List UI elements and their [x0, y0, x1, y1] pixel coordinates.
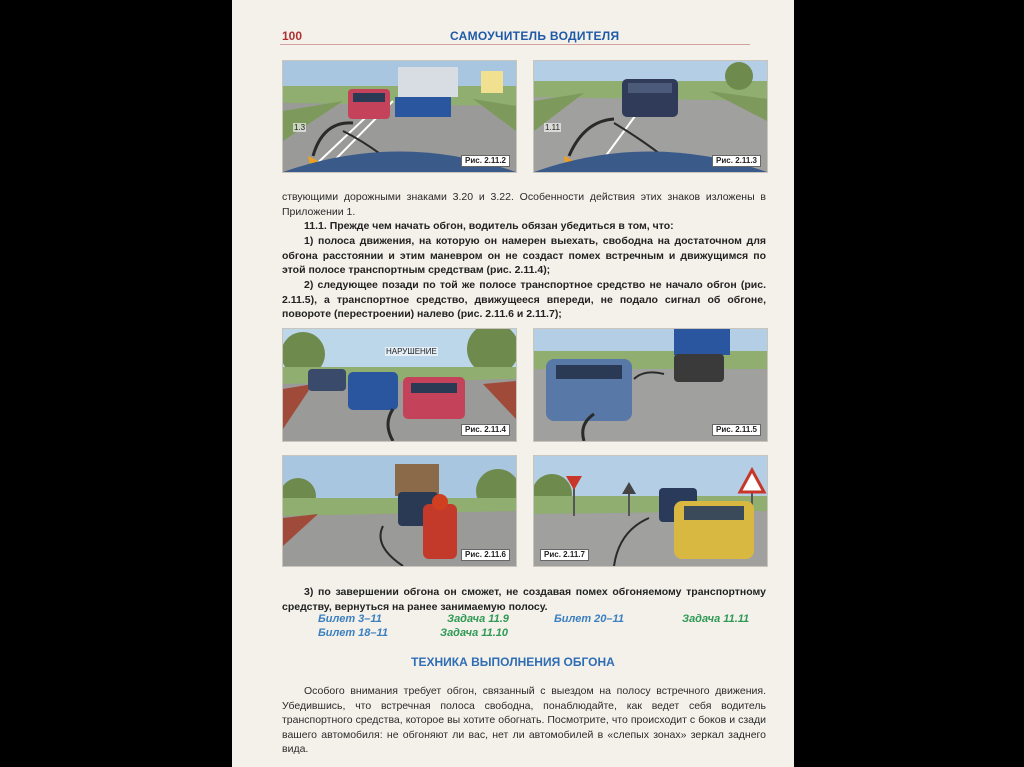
task-link-11-11[interactable]: Задача 11.11	[682, 613, 750, 625]
task-link-11-9[interactable]: Задача 11.9	[447, 613, 509, 625]
running-title: САМОУЧИТЕЛЬ ВОДИТЕЛЯ	[450, 29, 620, 43]
paragraph: Особого внимания требует обгон, связанный с выездом на полосу встречного движения. Убедившись, что встречная полоса свободна, понаблюдайте, как ведет себя водитель транспортного средства, которое вы хотите обогнать. Посмотрите, что происходит с боков и сзади вашего автомобиля: не обгоняют ли вас, нет ли автомобилей в «слепых зонах» зеркал заднего вида.	[282, 685, 766, 755]
header-rule	[280, 44, 750, 45]
ticket-link-18-11[interactable]: Билет 18–11	[318, 627, 388, 639]
sign-label: 1.3	[294, 123, 306, 132]
sign-label: 1.11	[545, 123, 560, 132]
rule-11-1-item-1: 1) полоса движения, на которую он намерен выехать, свободна на достаточном для обгона расстоянии и этим маневром он не создаст помех встречным и движущимся по этой полосе транспортным средствам (рис. 2.11.4);	[282, 235, 766, 276]
section-title: ТЕХНИКА ВЫПОЛНЕНИЯ ОБГОНА	[411, 655, 615, 669]
figure-2-11-2	[282, 60, 517, 173]
ticket-link-3-11[interactable]: Билет 3–11	[318, 613, 382, 625]
rule-11-1-item-3: 3) по завершении обгона он сможет, не создавая помех обгоняемому транспортному средству, вернуться на ранее занимаемую полосу.	[282, 586, 766, 613]
figure-caption: Рис. 2.11.2	[461, 155, 510, 167]
rule-11-1-item-2: 2) следующее позади по той же полосе транспортное средство не начало обгон (рис. 2.11.5), а транспортное средство, движущееся впереди, не подало сигнал об обгоне, повороте (перестроении) налево (рис. 2.11.6 и 2.11.7);	[282, 279, 766, 320]
figure-caption: Рис. 2.11.4	[461, 424, 510, 436]
figure-caption: Рис. 2.11.3	[712, 155, 761, 167]
paragraph: ствующими дорожными знаками 3.20 и 3.22. Особенности действия этих знаков изложены в Приложении 1.	[282, 191, 766, 218]
figure-caption: Рис. 2.11.6	[461, 549, 510, 561]
figure-caption: Рис. 2.11.5	[712, 424, 761, 436]
page-number: 100	[282, 29, 303, 43]
figure-2-11-5	[533, 328, 768, 442]
figure-2-11-3	[533, 60, 768, 173]
figure-2-11-7	[533, 455, 768, 567]
figure-2-11-4	[282, 328, 517, 442]
rule-11-1-intro: 11.1. Прежде чем начать обгон, водитель обязан убедиться в том, что:	[304, 220, 674, 232]
figure-caption: Рис. 2.11.7	[540, 549, 589, 561]
figure-2-11-6	[282, 455, 517, 567]
violation-label: НАРУШЕНИЕ	[386, 347, 437, 356]
ticket-link-20-11[interactable]: Билет 20–11	[554, 613, 624, 625]
textbook-page	[232, 0, 794, 767]
task-link-11-10[interactable]: Задача 11.10	[440, 627, 508, 639]
